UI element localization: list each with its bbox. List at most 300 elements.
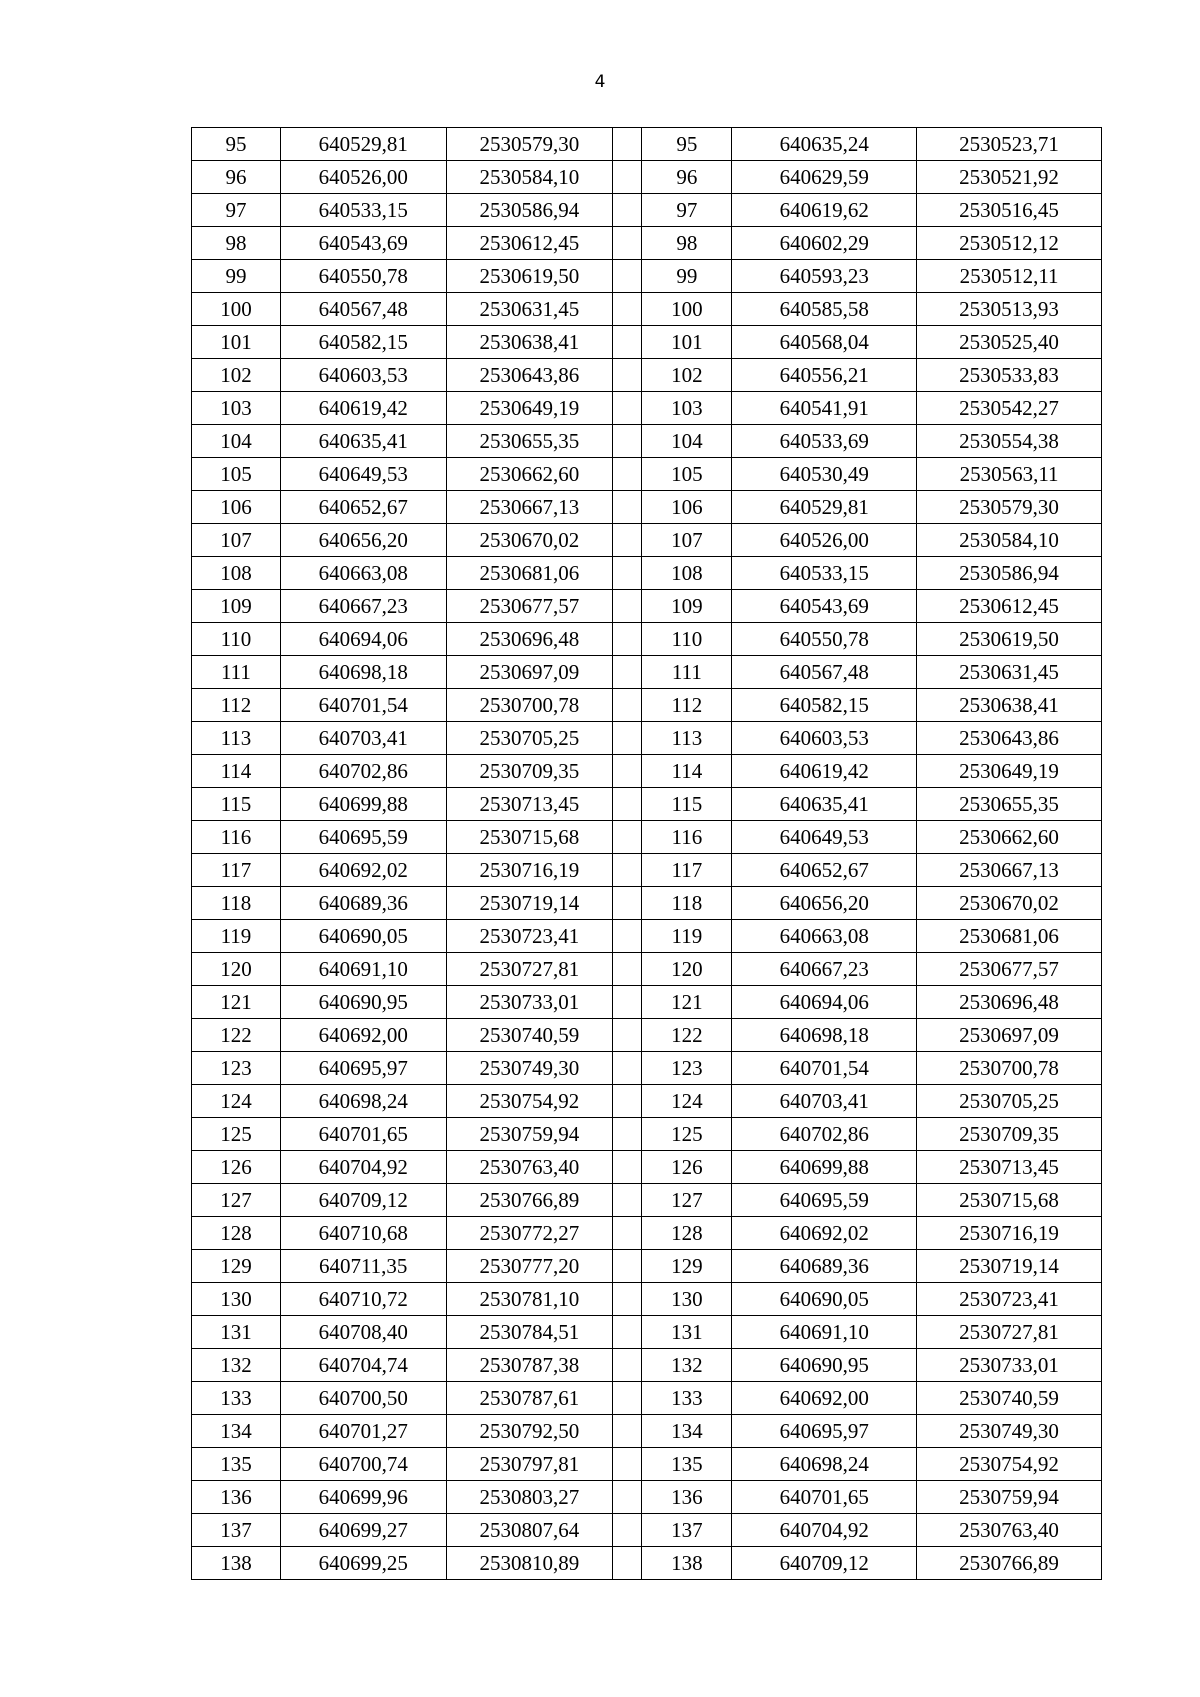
right-y-coordinate-cell: 2530523,71: [917, 128, 1102, 161]
right-x-coordinate-cell: 640702,86: [732, 1118, 917, 1151]
right-point-number-cell: 113: [642, 722, 732, 755]
right-y-coordinate-cell: 2530763,40: [917, 1514, 1102, 1547]
table-row: [192, 161, 1102, 194]
left-point-number-cell: 95: [192, 128, 281, 161]
table-row: [192, 359, 1102, 392]
right-point-number-cell: 131: [642, 1316, 732, 1349]
left-x-coordinate-cell: 640701,27: [280, 1415, 446, 1448]
spacer-cell: [613, 260, 642, 293]
right-x-coordinate-cell: 640694,06: [732, 986, 917, 1019]
right-y-coordinate-cell: 2530670,02: [917, 887, 1102, 920]
left-x-coordinate-cell: 640691,10: [280, 953, 446, 986]
right-x-coordinate-cell: 640619,62: [732, 194, 917, 227]
spacer-cell: [613, 128, 642, 161]
left-point-number-cell: 96: [192, 161, 281, 194]
right-y-coordinate-cell: 2530677,57: [917, 953, 1102, 986]
spacer-cell: [613, 1415, 642, 1448]
left-x-coordinate-cell: 640667,23: [280, 590, 446, 623]
table-row: [192, 260, 1102, 293]
table-row: [192, 623, 1102, 656]
left-x-coordinate-cell: 640695,59: [280, 821, 446, 854]
table-row: [192, 1085, 1102, 1118]
left-point-number-cell: 126: [192, 1151, 281, 1184]
spacer-cell: [613, 491, 642, 524]
left-point-number-cell: 127: [192, 1184, 281, 1217]
right-point-number-cell: 100: [642, 293, 732, 326]
right-x-coordinate-cell: 640691,10: [732, 1316, 917, 1349]
table-row: [192, 1448, 1102, 1481]
left-point-number-cell: 110: [192, 623, 281, 656]
left-point-number-cell: 118: [192, 887, 281, 920]
left-y-coordinate-cell: 2530716,19: [446, 854, 613, 887]
table-row: [192, 1547, 1102, 1580]
left-x-coordinate-cell: 640533,15: [280, 194, 446, 227]
spacer-cell: [613, 1217, 642, 1250]
right-x-coordinate-cell: 640649,53: [732, 821, 917, 854]
left-point-number-cell: 105: [192, 458, 281, 491]
table-row: [192, 425, 1102, 458]
table-row: [192, 656, 1102, 689]
table-row: [192, 194, 1102, 227]
left-x-coordinate-cell: 640582,15: [280, 326, 446, 359]
right-point-number-cell: 103: [642, 392, 732, 425]
right-x-coordinate-cell: 640567,48: [732, 656, 917, 689]
spacer-cell: [613, 1019, 642, 1052]
right-point-number-cell: 134: [642, 1415, 732, 1448]
spacer-cell: [613, 1151, 642, 1184]
left-y-coordinate-cell: 2530681,06: [446, 557, 613, 590]
right-point-number-cell: 138: [642, 1547, 732, 1580]
left-y-coordinate-cell: 2530807,64: [446, 1514, 613, 1547]
table-row: [192, 1151, 1102, 1184]
spacer-cell: [613, 821, 642, 854]
left-point-number-cell: 102: [192, 359, 281, 392]
right-x-coordinate-cell: 640690,95: [732, 1349, 917, 1382]
table-row: [192, 689, 1102, 722]
right-point-number-cell: 135: [642, 1448, 732, 1481]
right-x-coordinate-cell: 640698,18: [732, 1019, 917, 1052]
right-point-number-cell: 95: [642, 128, 732, 161]
table-row: [192, 722, 1102, 755]
left-y-coordinate-cell: 2530677,57: [446, 590, 613, 623]
right-x-coordinate-cell: 640656,20: [732, 887, 917, 920]
left-y-coordinate-cell: 2530784,51: [446, 1316, 613, 1349]
spacer-cell: [613, 887, 642, 920]
right-x-coordinate-cell: 640526,00: [732, 524, 917, 557]
left-y-coordinate-cell: 2530584,10: [446, 161, 613, 194]
left-y-coordinate-cell: 2530713,45: [446, 788, 613, 821]
left-x-coordinate-cell: 640652,67: [280, 491, 446, 524]
left-point-number-cell: 138: [192, 1547, 281, 1580]
right-x-coordinate-cell: 640699,88: [732, 1151, 917, 1184]
table-row: [192, 1514, 1102, 1547]
right-y-coordinate-cell: 2530563,11: [917, 458, 1102, 491]
spacer-cell: [613, 458, 642, 491]
spacer-cell: [613, 953, 642, 986]
left-x-coordinate-cell: 640689,36: [280, 887, 446, 920]
right-y-coordinate-cell: 2530727,81: [917, 1316, 1102, 1349]
spacer-cell: [613, 557, 642, 590]
left-y-coordinate-cell: 2530803,27: [446, 1481, 613, 1514]
right-point-number-cell: 119: [642, 920, 732, 953]
left-x-coordinate-cell: 640698,18: [280, 656, 446, 689]
right-y-coordinate-cell: 2530512,12: [917, 227, 1102, 260]
left-y-coordinate-cell: 2530705,25: [446, 722, 613, 755]
spacer-cell: [613, 359, 642, 392]
spacer-cell: [613, 1052, 642, 1085]
right-y-coordinate-cell: 2530733,01: [917, 1349, 1102, 1382]
right-x-coordinate-cell: 640704,92: [732, 1514, 917, 1547]
right-point-number-cell: 114: [642, 755, 732, 788]
right-point-number-cell: 99: [642, 260, 732, 293]
left-point-number-cell: 106: [192, 491, 281, 524]
left-x-coordinate-cell: 640690,95: [280, 986, 446, 1019]
table-row: [192, 491, 1102, 524]
spacer-cell: [613, 1349, 642, 1382]
table-row: [192, 1415, 1102, 1448]
table-row: [192, 524, 1102, 557]
left-point-number-cell: 111: [192, 656, 281, 689]
right-point-number-cell: 97: [642, 194, 732, 227]
right-y-coordinate-cell: 2530700,78: [917, 1052, 1102, 1085]
left-y-coordinate-cell: 2530579,30: [446, 128, 613, 161]
left-point-number-cell: 128: [192, 1217, 281, 1250]
right-point-number-cell: 132: [642, 1349, 732, 1382]
table-row: [192, 821, 1102, 854]
right-point-number-cell: 106: [642, 491, 732, 524]
left-x-coordinate-cell: 640692,02: [280, 854, 446, 887]
left-x-coordinate-cell: 640690,05: [280, 920, 446, 953]
spacer-cell: [613, 920, 642, 953]
left-x-coordinate-cell: 640529,81: [280, 128, 446, 161]
left-y-coordinate-cell: 2530638,41: [446, 326, 613, 359]
spacer-cell: [613, 1316, 642, 1349]
left-y-coordinate-cell: 2530797,81: [446, 1448, 613, 1481]
spacer-cell: [613, 590, 642, 623]
left-point-number-cell: 131: [192, 1316, 281, 1349]
left-y-coordinate-cell: 2530612,45: [446, 227, 613, 260]
spacer-cell: [613, 722, 642, 755]
left-y-coordinate-cell: 2530631,45: [446, 293, 613, 326]
right-point-number-cell: 115: [642, 788, 732, 821]
left-x-coordinate-cell: 640526,00: [280, 161, 446, 194]
right-point-number-cell: 123: [642, 1052, 732, 1085]
right-y-coordinate-cell: 2530681,06: [917, 920, 1102, 953]
spacer-cell: [613, 788, 642, 821]
left-y-coordinate-cell: 2530749,30: [446, 1052, 613, 1085]
left-x-coordinate-cell: 640708,40: [280, 1316, 446, 1349]
right-y-coordinate-cell: 2530696,48: [917, 986, 1102, 1019]
right-y-coordinate-cell: 2530542,27: [917, 392, 1102, 425]
table-row: [192, 590, 1102, 623]
right-point-number-cell: 117: [642, 854, 732, 887]
left-y-coordinate-cell: 2530667,13: [446, 491, 613, 524]
right-y-coordinate-cell: 2530766,89: [917, 1547, 1102, 1580]
right-x-coordinate-cell: 640698,24: [732, 1448, 917, 1481]
right-x-coordinate-cell: 640603,53: [732, 722, 917, 755]
left-point-number-cell: 133: [192, 1382, 281, 1415]
left-point-number-cell: 109: [192, 590, 281, 623]
table-row: [192, 1250, 1102, 1283]
spacer-cell: [613, 227, 642, 260]
table-row: [192, 1217, 1102, 1250]
left-y-coordinate-cell: 2530772,27: [446, 1217, 613, 1250]
right-x-coordinate-cell: 640529,81: [732, 491, 917, 524]
left-x-coordinate-cell: 640700,74: [280, 1448, 446, 1481]
table-row: [192, 1382, 1102, 1415]
left-y-coordinate-cell: 2530715,68: [446, 821, 613, 854]
left-point-number-cell: 103: [192, 392, 281, 425]
left-y-coordinate-cell: 2530754,92: [446, 1085, 613, 1118]
left-y-coordinate-cell: 2530766,89: [446, 1184, 613, 1217]
right-x-coordinate-cell: 640689,36: [732, 1250, 917, 1283]
coordinates-table-body: [192, 128, 1102, 1580]
left-x-coordinate-cell: 640567,48: [280, 293, 446, 326]
left-point-number-cell: 97: [192, 194, 281, 227]
spacer-cell: [613, 425, 642, 458]
left-point-number-cell: 120: [192, 953, 281, 986]
table-row: [192, 128, 1102, 161]
table-row: [192, 1052, 1102, 1085]
table-row: [192, 920, 1102, 953]
left-point-number-cell: 124: [192, 1085, 281, 1118]
right-point-number-cell: 98: [642, 227, 732, 260]
right-x-coordinate-cell: 640635,41: [732, 788, 917, 821]
right-y-coordinate-cell: 2530716,19: [917, 1217, 1102, 1250]
right-x-coordinate-cell: 640541,91: [732, 392, 917, 425]
left-y-coordinate-cell: 2530662,60: [446, 458, 613, 491]
right-x-coordinate-cell: 640568,04: [732, 326, 917, 359]
left-y-coordinate-cell: 2530696,48: [446, 623, 613, 656]
right-x-coordinate-cell: 640585,58: [732, 293, 917, 326]
table-row: [192, 1184, 1102, 1217]
left-x-coordinate-cell: 640543,69: [280, 227, 446, 260]
right-x-coordinate-cell: 640667,23: [732, 953, 917, 986]
table-row: [192, 986, 1102, 1019]
left-point-number-cell: 137: [192, 1514, 281, 1547]
spacer-cell: [613, 1481, 642, 1514]
right-x-coordinate-cell: 640703,41: [732, 1085, 917, 1118]
spacer-cell: [613, 194, 642, 227]
right-x-coordinate-cell: 640635,24: [732, 128, 917, 161]
spacer-cell: [613, 656, 642, 689]
left-y-coordinate-cell: 2530619,50: [446, 260, 613, 293]
right-point-number-cell: 104: [642, 425, 732, 458]
spacer-cell: [613, 293, 642, 326]
spacer-cell: [613, 1184, 642, 1217]
left-x-coordinate-cell: 640701,54: [280, 689, 446, 722]
right-x-coordinate-cell: 640692,00: [732, 1382, 917, 1415]
left-point-number-cell: 121: [192, 986, 281, 1019]
right-point-number-cell: 128: [642, 1217, 732, 1250]
left-point-number-cell: 136: [192, 1481, 281, 1514]
right-point-number-cell: 126: [642, 1151, 732, 1184]
left-x-coordinate-cell: 640695,97: [280, 1052, 446, 1085]
spacer-cell: [613, 1085, 642, 1118]
spacer-cell: [613, 1250, 642, 1283]
left-x-coordinate-cell: 640701,65: [280, 1118, 446, 1151]
left-point-number-cell: 113: [192, 722, 281, 755]
right-point-number-cell: 107: [642, 524, 732, 557]
spacer-cell: [613, 1118, 642, 1151]
right-y-coordinate-cell: 2530619,50: [917, 623, 1102, 656]
right-y-coordinate-cell: 2530697,09: [917, 1019, 1102, 1052]
right-y-coordinate-cell: 2530631,45: [917, 656, 1102, 689]
left-x-coordinate-cell: 640635,41: [280, 425, 446, 458]
right-y-coordinate-cell: 2530740,59: [917, 1382, 1102, 1415]
right-x-coordinate-cell: 640701,65: [732, 1481, 917, 1514]
left-x-coordinate-cell: 640710,68: [280, 1217, 446, 1250]
left-x-coordinate-cell: 640550,78: [280, 260, 446, 293]
table-row: [192, 1118, 1102, 1151]
right-x-coordinate-cell: 640701,54: [732, 1052, 917, 1085]
left-point-number-cell: 134: [192, 1415, 281, 1448]
left-x-coordinate-cell: 640692,00: [280, 1019, 446, 1052]
right-y-coordinate-cell: 2530719,14: [917, 1250, 1102, 1283]
right-y-coordinate-cell: 2530709,35: [917, 1118, 1102, 1151]
right-x-coordinate-cell: 640619,42: [732, 755, 917, 788]
left-x-coordinate-cell: 640699,27: [280, 1514, 446, 1547]
right-y-coordinate-cell: 2530713,45: [917, 1151, 1102, 1184]
spacer-cell: [613, 689, 642, 722]
left-x-coordinate-cell: 640619,42: [280, 392, 446, 425]
left-y-coordinate-cell: 2530670,02: [446, 524, 613, 557]
spacer-cell: [613, 755, 642, 788]
right-point-number-cell: 127: [642, 1184, 732, 1217]
spacer-cell: [613, 854, 642, 887]
left-y-coordinate-cell: 2530697,09: [446, 656, 613, 689]
right-y-coordinate-cell: 2530667,13: [917, 854, 1102, 887]
right-y-coordinate-cell: 2530723,41: [917, 1283, 1102, 1316]
left-y-coordinate-cell: 2530763,40: [446, 1151, 613, 1184]
left-x-coordinate-cell: 640699,25: [280, 1547, 446, 1580]
right-y-coordinate-cell: 2530643,86: [917, 722, 1102, 755]
right-y-coordinate-cell: 2530579,30: [917, 491, 1102, 524]
left-point-number-cell: 100: [192, 293, 281, 326]
left-point-number-cell: 108: [192, 557, 281, 590]
table-row: [192, 392, 1102, 425]
right-x-coordinate-cell: 640663,08: [732, 920, 917, 953]
left-point-number-cell: 98: [192, 227, 281, 260]
right-x-coordinate-cell: 640533,69: [732, 425, 917, 458]
right-x-coordinate-cell: 640602,29: [732, 227, 917, 260]
right-y-coordinate-cell: 2530521,92: [917, 161, 1102, 194]
spacer-cell: [613, 161, 642, 194]
table-row: [192, 755, 1102, 788]
right-y-coordinate-cell: 2530705,25: [917, 1085, 1102, 1118]
spacer-cell: [613, 1514, 642, 1547]
table-row: [192, 788, 1102, 821]
right-y-coordinate-cell: 2530655,35: [917, 788, 1102, 821]
left-y-coordinate-cell: 2530740,59: [446, 1019, 613, 1052]
left-x-coordinate-cell: 640663,08: [280, 557, 446, 590]
left-x-coordinate-cell: 640702,86: [280, 755, 446, 788]
left-y-coordinate-cell: 2530787,38: [446, 1349, 613, 1382]
right-x-coordinate-cell: 640695,97: [732, 1415, 917, 1448]
left-point-number-cell: 107: [192, 524, 281, 557]
spacer-cell: [613, 326, 642, 359]
left-x-coordinate-cell: 640699,88: [280, 788, 446, 821]
right-point-number-cell: 122: [642, 1019, 732, 1052]
right-x-coordinate-cell: 640593,23: [732, 260, 917, 293]
left-point-number-cell: 99: [192, 260, 281, 293]
left-x-coordinate-cell: 640699,96: [280, 1481, 446, 1514]
table-row: [192, 1283, 1102, 1316]
right-y-coordinate-cell: 2530715,68: [917, 1184, 1102, 1217]
right-point-number-cell: 130: [642, 1283, 732, 1316]
left-y-coordinate-cell: 2530733,01: [446, 986, 613, 1019]
right-x-coordinate-cell: 640582,15: [732, 689, 917, 722]
left-y-coordinate-cell: 2530727,81: [446, 953, 613, 986]
right-x-coordinate-cell: 640533,15: [732, 557, 917, 590]
right-y-coordinate-cell: 2530586,94: [917, 557, 1102, 590]
right-y-coordinate-cell: 2530759,94: [917, 1481, 1102, 1514]
left-y-coordinate-cell: 2530723,41: [446, 920, 613, 953]
coordinates-table: [191, 127, 1102, 1580]
right-y-coordinate-cell: 2530649,19: [917, 755, 1102, 788]
right-point-number-cell: 105: [642, 458, 732, 491]
right-y-coordinate-cell: 2530584,10: [917, 524, 1102, 557]
right-x-coordinate-cell: 640550,78: [732, 623, 917, 656]
left-y-coordinate-cell: 2530810,89: [446, 1547, 613, 1580]
left-point-number-cell: 119: [192, 920, 281, 953]
table-row: [192, 953, 1102, 986]
right-point-number-cell: 137: [642, 1514, 732, 1547]
right-x-coordinate-cell: 640709,12: [732, 1547, 917, 1580]
left-x-coordinate-cell: 640694,06: [280, 623, 446, 656]
right-point-number-cell: 101: [642, 326, 732, 359]
left-y-coordinate-cell: 2530787,61: [446, 1382, 613, 1415]
right-y-coordinate-cell: 2530516,45: [917, 194, 1102, 227]
left-x-coordinate-cell: 640704,92: [280, 1151, 446, 1184]
left-point-number-cell: 123: [192, 1052, 281, 1085]
spacer-cell: [613, 392, 642, 425]
table-row: [192, 458, 1102, 491]
spacer-cell: [613, 1382, 642, 1415]
right-point-number-cell: 108: [642, 557, 732, 590]
right-point-number-cell: 129: [642, 1250, 732, 1283]
spacer-cell: [613, 986, 642, 1019]
right-point-number-cell: 121: [642, 986, 732, 1019]
left-y-coordinate-cell: 2530759,94: [446, 1118, 613, 1151]
right-x-coordinate-cell: 640695,59: [732, 1184, 917, 1217]
left-point-number-cell: 122: [192, 1019, 281, 1052]
right-point-number-cell: 118: [642, 887, 732, 920]
left-point-number-cell: 117: [192, 854, 281, 887]
right-y-coordinate-cell: 2530525,40: [917, 326, 1102, 359]
right-point-number-cell: 136: [642, 1481, 732, 1514]
right-x-coordinate-cell: 640652,67: [732, 854, 917, 887]
table-row: [192, 1019, 1102, 1052]
right-point-number-cell: 133: [642, 1382, 732, 1415]
left-point-number-cell: 125: [192, 1118, 281, 1151]
left-y-coordinate-cell: 2530719,14: [446, 887, 613, 920]
table-row: [192, 557, 1102, 590]
table-row: [192, 887, 1102, 920]
left-point-number-cell: 132: [192, 1349, 281, 1382]
right-y-coordinate-cell: 2530533,83: [917, 359, 1102, 392]
table-row: [192, 227, 1102, 260]
right-y-coordinate-cell: 2530512,11: [917, 260, 1102, 293]
left-point-number-cell: 116: [192, 821, 281, 854]
left-x-coordinate-cell: 640603,53: [280, 359, 446, 392]
spacer-cell: [613, 1547, 642, 1580]
left-point-number-cell: 129: [192, 1250, 281, 1283]
table-row: [192, 854, 1102, 887]
left-x-coordinate-cell: 640710,72: [280, 1283, 446, 1316]
spacer-cell: [613, 1283, 642, 1316]
right-point-number-cell: 110: [642, 623, 732, 656]
